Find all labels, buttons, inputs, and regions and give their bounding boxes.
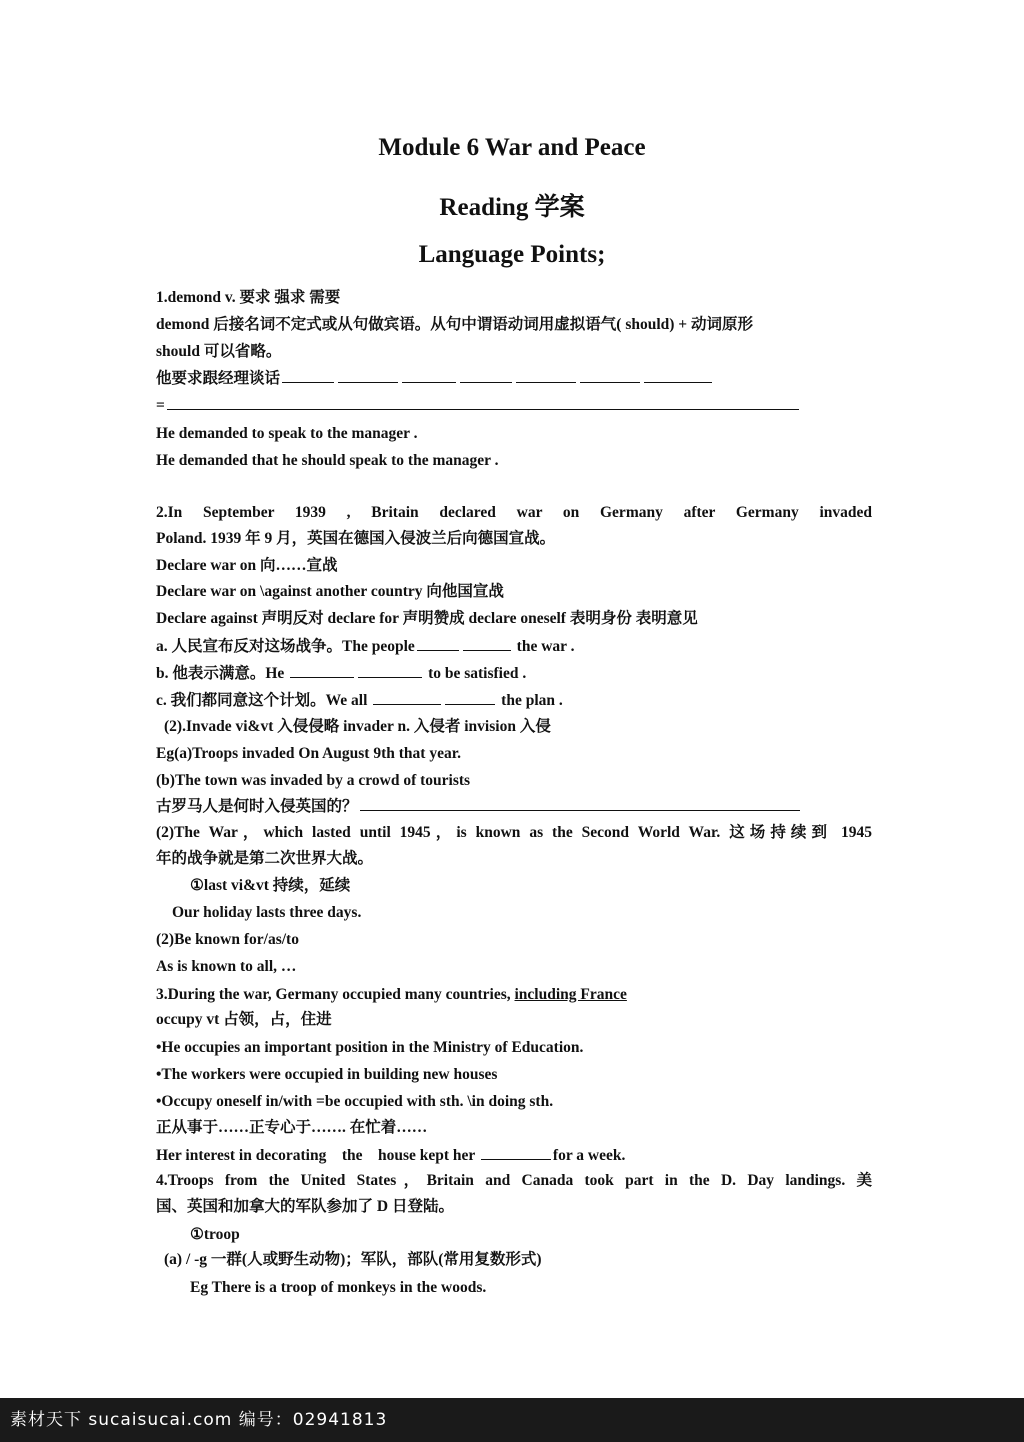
text-line: Declare war on 向……宣战: [156, 557, 338, 574]
blank[interactable]: [516, 368, 576, 383]
blank[interactable]: [417, 636, 459, 651]
exercise-line: [156, 395, 801, 416]
text-line: 年的战争就是第二次世界大战。: [156, 850, 374, 867]
module-title: Module 6 War and Peace: [378, 134, 646, 161]
exercise-tail: the plan .: [501, 692, 563, 709]
exercise-prompt: b. 他表示满意。He: [156, 665, 285, 682]
text-line: ①troop: [190, 1226, 240, 1243]
blank[interactable]: [644, 368, 712, 383]
text-line: demond 后接名词不定式或从句做宾语。从句中谓语动词用虚拟语气( should) + 动词原形: [156, 316, 754, 333]
text-line: 正从事于……正专心于……. 在忙着……: [156, 1119, 428, 1136]
text-line: Declare against 声明反对 declare for 声明赞成 declare oneself 表明身份 表明意见: [156, 610, 698, 627]
exercise-line: [156, 663, 526, 684]
exercise-prompt: 他要求跟经理谈话: [156, 370, 281, 387]
exercise-line: [156, 368, 714, 389]
exercise-prompt: c. 我们都同意这个计划。We all: [156, 692, 368, 709]
blank[interactable]: [445, 690, 495, 705]
blank[interactable]: [373, 690, 441, 705]
reading-title: Reading 学案: [439, 194, 585, 221]
example-sentence: He demanded that he should speak to the manager .: [156, 452, 499, 469]
point-3-text: 3.During the war, Germany occupied many countries,: [156, 986, 515, 1003]
example-sentence: He demanded to speak to the manager .: [156, 425, 418, 442]
point-2-heading: 2.In September 1939 , Britain declared war on Germany after Germany invaded: [156, 504, 872, 521]
blank[interactable]: [290, 663, 354, 678]
example-sentence: Eg(a)Troops invaded On August 9th that year.: [156, 745, 462, 762]
text-line: (a) / -g 一群(人或野生动物)；军队，部队(常用复数形式): [164, 1251, 542, 1268]
blank[interactable]: [338, 368, 398, 383]
exercise-line: [156, 636, 575, 657]
text-line: ①last vi&vt 持续，延续: [190, 877, 351, 894]
section-title: Language Points;: [418, 241, 606, 268]
exercise-tail: for a week.: [552, 1147, 626, 1164]
text-line: As is known to all, …: [156, 958, 297, 975]
bullet-line: •He occupies an important position in the Ministry of Education.: [156, 1039, 584, 1056]
example-sentence: Our holiday lasts three days.: [172, 904, 362, 921]
exercise-tail: the war .: [516, 638, 575, 655]
blank[interactable]: [167, 395, 799, 410]
blank[interactable]: [481, 1145, 551, 1160]
example-sentence: (b)The town was invaded by a crowd of tourists: [156, 772, 471, 789]
blank[interactable]: [460, 368, 512, 383]
text-line: (2)The War，which lasted until 1945，is known as the Second World War. 这场持续到 1945: [156, 824, 872, 841]
text-line: 国、英国和加拿大的军队参加了 D 日登陆。: [156, 1198, 454, 1215]
text-line: (2).Invade vi&vt 入侵侵略 invader n. 入侵者 invision 入侵: [164, 718, 551, 735]
point-1-heading: 1.demond v. 要求 强求 需要: [156, 289, 341, 306]
example-sentence: Eg There is a troop of monkeys in the woods.: [190, 1279, 487, 1296]
exercise-line: [156, 796, 802, 817]
point-3-heading: [156, 985, 627, 1005]
blank[interactable]: [282, 368, 334, 383]
blank[interactable]: [580, 368, 640, 383]
blank[interactable]: [360, 796, 800, 811]
watermark-banner: 素材天下 sucaisucai.com 编号：02941813: [0, 1398, 1024, 1442]
text-line: (2)Be known for/as/to: [156, 931, 299, 948]
bullet-line: •Occupy oneself in/with =be occupied with sth. \in doing sth.: [156, 1093, 554, 1110]
exercise-prompt: Her interest in decorating the house kept her: [156, 1147, 476, 1164]
text-line: Declare war on \against another country 向他国宣战: [156, 583, 504, 600]
exercise-line: [156, 1145, 625, 1166]
blank[interactable]: [358, 663, 422, 678]
bullet-line: •The workers were occupied in building new houses: [156, 1066, 498, 1083]
exercise-prompt: 古罗马人是何时入侵英国的？: [156, 798, 358, 815]
equals-sign: =: [156, 397, 165, 414]
underlined-phrase: including France: [514, 986, 627, 1003]
blank[interactable]: [463, 636, 511, 651]
text-line: occupy vt 占领，占，住进: [156, 1011, 332, 1028]
blank[interactable]: [402, 368, 456, 383]
text-line: Poland. 1939 年 9 月，英国在德国入侵波兰后向德国宣战。: [156, 530, 556, 547]
exercise-line: [156, 690, 563, 711]
text-line: should 可以省略。: [156, 343, 282, 360]
exercise-tail: to be satisfied .: [428, 665, 527, 682]
point-4-heading: 4.Troops from the United States，Britain and Canada took part in the D. Day landings. 美: [156, 1172, 872, 1189]
exercise-prompt: a. 人民宣布反对这场战争。The people: [156, 638, 415, 655]
